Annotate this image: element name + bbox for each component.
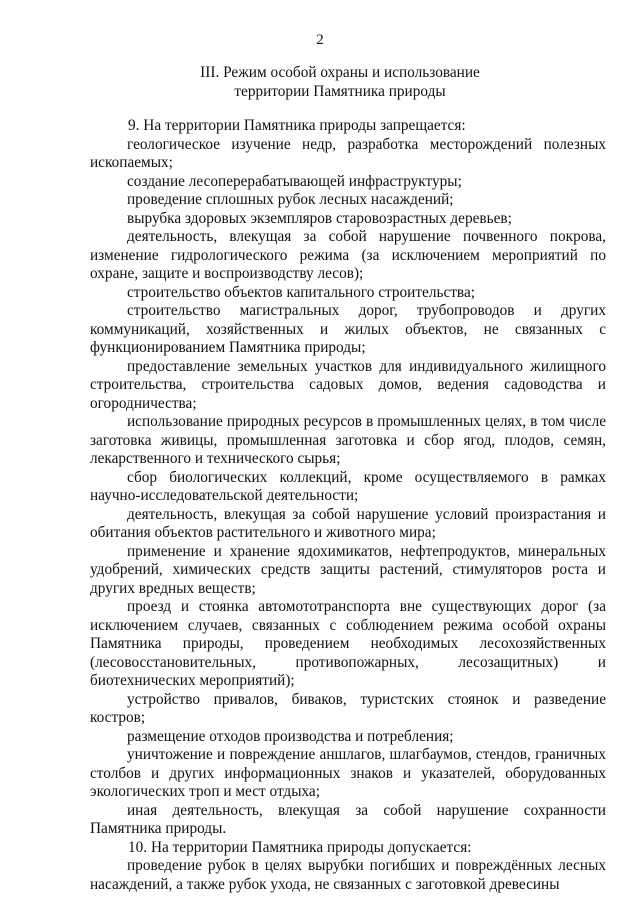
prohibited-item: устройство привалов, биваков, туристских стоянок и разведение костров; — [90, 690, 606, 726]
prohibited-item: иная деятельность, влекущая за собой нарушение сохранности Памятника природы. — [90, 801, 606, 837]
permitted-item: проведение рубок в целях вырубки погибших и повреждённых лесных насаждений, а также рубок ухода, не связанных с заготовкой древесины — [90, 857, 606, 893]
body-text — [90, 117, 606, 894]
prohibited-item: создание лесоперерабатывающей инфраструктуры; — [127, 172, 462, 190]
prohibited-item: предоставление земельных участков для индивидуального жилищного строительства, строительства садовых домов, ведения садоводства и огородничества; — [90, 357, 606, 412]
prohibited-item: деятельность, влекущая за собой нарушение почвенного покрова, изменение гидрологического режима (за исключением мероприятий по охране, защите и воспроизводству лесов); — [90, 228, 606, 282]
prohibited-item: проезд и стоянка автомототранспорта вне существующих дорог (за исключением случаев, связанных с соблюдением режима особой охраны Памятника природы, проведением необходимых лесохозяйственных (лесовосстановительных, противопожарных, лесозащитных) и биотехнических мероприятий); — [90, 598, 606, 689]
clause-10-heading: 10. На территории Памятника природы допускается: — [128, 838, 472, 856]
section-title-line-2: территории Памятника природы — [234, 82, 446, 100]
prohibited-item: вырубка здоровых экземпляров старовозрастных деревьев; — [127, 209, 512, 227]
prohibited-item: уничтожение и повреждение аншлагов, шлагбаумов, стендов, граничных столбов и других информационных знаков и указателей, оборудованных экологических троп и мест отдыха; — [90, 746, 606, 800]
prohibited-item: проведение сплошных рубок лесных насаждений; — [127, 191, 454, 208]
prohibited-item: геологическое изучение недр, разработка месторождений полезных ископаемых; — [90, 135, 606, 171]
prohibited-item: строительство магистральных дорог, трубопроводов и других коммуникаций, хозяйственных и жилых объектов, не связанных с функционированием Памятника природы; — [90, 302, 606, 356]
prohibited-item: использование природных ресурсов в промышленных целях, в том числе заготовка живицы, промышленная заготовка и сбор ягод, плодов, семян, лекарственного и технического сырья; — [90, 413, 606, 467]
prohibited-item: размещение отходов производства и потребления; — [127, 727, 454, 745]
prohibited-item: сбор биологических коллекций, кроме осуществляемого в рамках научно-исследовательской деятельности; — [90, 468, 606, 504]
prohibited-item: применение и хранение ядохимикатов, нефтепродуктов, минеральных удобрений, химических средств защиты растений, стимуляторов роста и других вредных веществ; — [90, 542, 606, 597]
section-title-line-1: III. Режим особой охраны и использование — [200, 64, 480, 81]
prohibited-item: деятельность, влекущая за собой нарушение условий произрастания и обитания объектов растительного и животного мира; — [90, 505, 606, 541]
clause-9-heading: 9. На территории Памятника природы запрещается: — [128, 117, 466, 134]
page-number: 2 — [316, 32, 324, 48]
prohibited-item: строительство объектов капитального строительства; — [127, 283, 475, 301]
section-title — [60, 64, 620, 101]
